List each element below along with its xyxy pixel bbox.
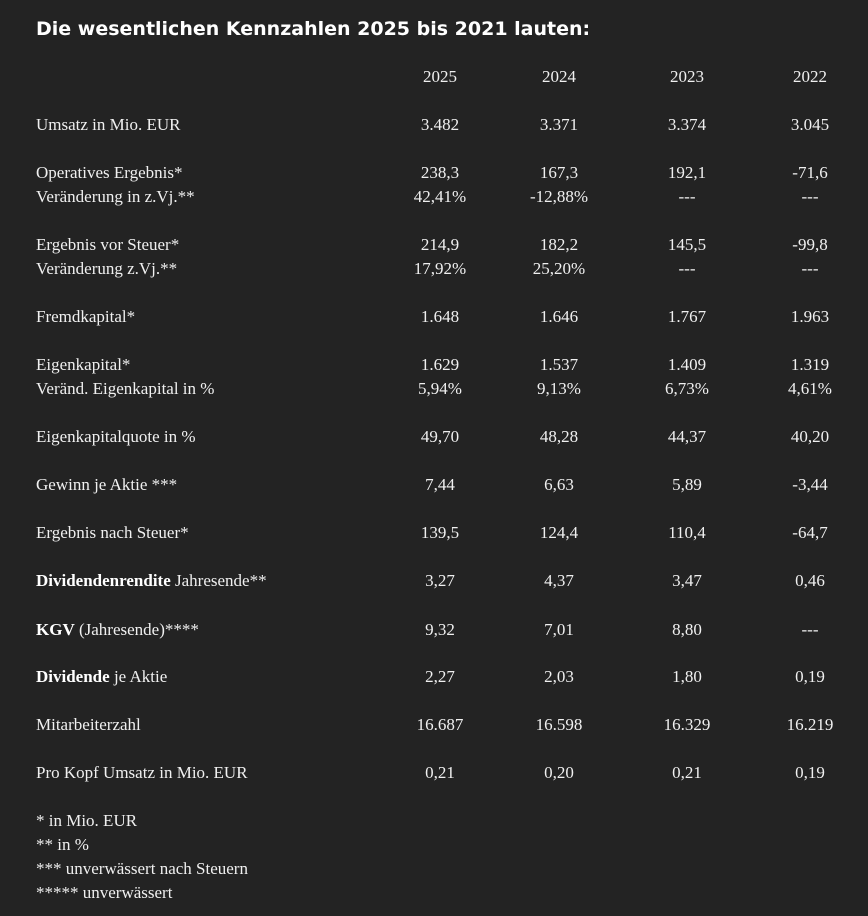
row-label: Operatives Ergebnis* — [36, 163, 183, 182]
row-label: Veränderung z.Vj.** — [36, 259, 178, 278]
table-cell: 139,5 — [420, 523, 460, 542]
table-cell: 5,89 — [672, 475, 702, 494]
year-header: 2023 — [670, 67, 704, 86]
year-header: 2022 — [793, 67, 827, 86]
table-cell: 16.687 — [416, 715, 464, 734]
table-cell: --- — [678, 187, 696, 206]
table-cell: 1.767 — [667, 307, 707, 326]
table-cell: 0,21 — [672, 763, 702, 782]
table-cell: 25,20% — [532, 259, 586, 278]
table-cell: 1.629 — [420, 355, 460, 374]
table-cell: 3,27 — [425, 571, 455, 590]
table-cell: 3.371 — [539, 115, 579, 134]
table-cell: 3.482 — [420, 115, 460, 134]
table-cell: 238,3 — [420, 163, 460, 182]
table-cell: 7,01 — [544, 620, 574, 639]
table-cell: 1.409 — [667, 355, 707, 374]
row-label — [36, 665, 167, 689]
table-cell: 6,63 — [544, 475, 574, 494]
row-label: Pro Kopf Umsatz in Mio. EUR — [36, 763, 248, 782]
row-label: Fremdkapital* — [36, 307, 136, 326]
footnote: * in Mio. EUR — [36, 811, 138, 830]
year-header: 2025 — [423, 67, 457, 86]
table-cell: -99,8 — [792, 235, 828, 254]
table-cell: -12,88% — [529, 187, 589, 206]
row-label: Veränd. Eigenkapital in % — [36, 379, 215, 398]
row-label-rest: je Aktie — [109, 667, 168, 686]
table-cell: 8,80 — [672, 620, 702, 639]
row-label: Ergebnis nach Steuer* — [36, 523, 189, 542]
footnote: *** unverwässert nach Steuern — [36, 859, 248, 878]
row-label: Eigenkapital* — [36, 355, 131, 374]
table-cell: 3.374 — [667, 115, 707, 134]
row-label: Umsatz in Mio. EUR — [36, 115, 181, 134]
table-cell: 48,28 — [539, 427, 579, 446]
table-cell: -3,44 — [792, 475, 828, 494]
row-label: Eigenkapitalquote in % — [36, 427, 196, 446]
table-cell: 214,9 — [420, 235, 460, 254]
table-cell: 9,13% — [537, 379, 581, 398]
table-cell: 16.329 — [663, 715, 711, 734]
table-cell: 7,44 — [425, 475, 455, 494]
table-cell: 2,03 — [544, 667, 574, 686]
row-label-bold: Dividende — [36, 667, 110, 686]
table-cell: 17,92% — [413, 259, 467, 278]
table-cell: --- — [801, 620, 819, 639]
table-cell: 4,61% — [788, 379, 832, 398]
row-label-rest: (Jahresende)**** — [74, 620, 199, 639]
row-label-rest: Jahresende** — [170, 571, 267, 590]
table-cell: 110,4 — [668, 523, 706, 542]
table-cell: 2,27 — [425, 667, 455, 686]
table-cell: 1.963 — [790, 307, 830, 326]
table-cell: 1.648 — [420, 307, 460, 326]
table-cell: --- — [801, 259, 819, 278]
table-cell: 1.319 — [790, 355, 830, 374]
table-cell: 0,21 — [425, 763, 455, 782]
table-cell: 1,80 — [672, 667, 702, 686]
table-cell: 9,32 — [425, 620, 455, 639]
year-header: 2024 — [542, 67, 576, 86]
table-cell: 3,47 — [672, 571, 702, 590]
row-label: Veränderung in z.Vj.** — [36, 187, 195, 206]
row-label-bold: KGV — [36, 620, 75, 639]
row-label-bold: Dividendenrendite — [36, 571, 171, 590]
page-title: Die wesentlichen Kennzahlen 2025 bis 2021 lauten: — [36, 18, 591, 40]
table-cell: 6,73% — [665, 379, 709, 398]
table-cell: -64,7 — [792, 523, 828, 542]
table-cell: 0,46 — [795, 571, 825, 590]
table-cell: --- — [678, 259, 696, 278]
table-cell: 192,1 — [667, 163, 707, 182]
row-label: Mitarbeiterzahl — [36, 715, 141, 734]
table-cell: --- — [801, 187, 819, 206]
row-label: Ergebnis vor Steuer* — [36, 235, 180, 254]
table-cell: 40,20 — [790, 427, 830, 446]
table-cell: 5,94% — [418, 379, 462, 398]
table-cell: 0,19 — [795, 763, 825, 782]
table-cell: 0,20 — [544, 763, 574, 782]
table-cell: 16.598 — [535, 715, 583, 734]
row-label: Gewinn je Aktie *** — [36, 475, 178, 494]
table-cell: 167,3 — [539, 163, 579, 182]
table-cell: 44,37 — [667, 427, 707, 446]
table-cell: 42,41% — [413, 187, 467, 206]
table-cell: 3.045 — [790, 115, 830, 134]
row-label — [36, 618, 199, 642]
table-cell: 145,5 — [667, 235, 707, 254]
footnote: ***** unverwässert — [36, 883, 173, 902]
table-cell: 16.219 — [786, 715, 834, 734]
table-cell: 0,19 — [795, 667, 825, 686]
table-cell: -71,6 — [792, 163, 828, 182]
table-cell: 49,70 — [420, 427, 460, 446]
table-cell: 182,2 — [539, 235, 579, 254]
table-cell: 1.646 — [539, 307, 579, 326]
table-cell: 4,37 — [544, 571, 574, 590]
table-cell: 124,4 — [539, 523, 579, 542]
table-cell: 1.537 — [539, 355, 579, 374]
footnote: ** in % — [36, 835, 89, 854]
row-label — [36, 569, 267, 593]
